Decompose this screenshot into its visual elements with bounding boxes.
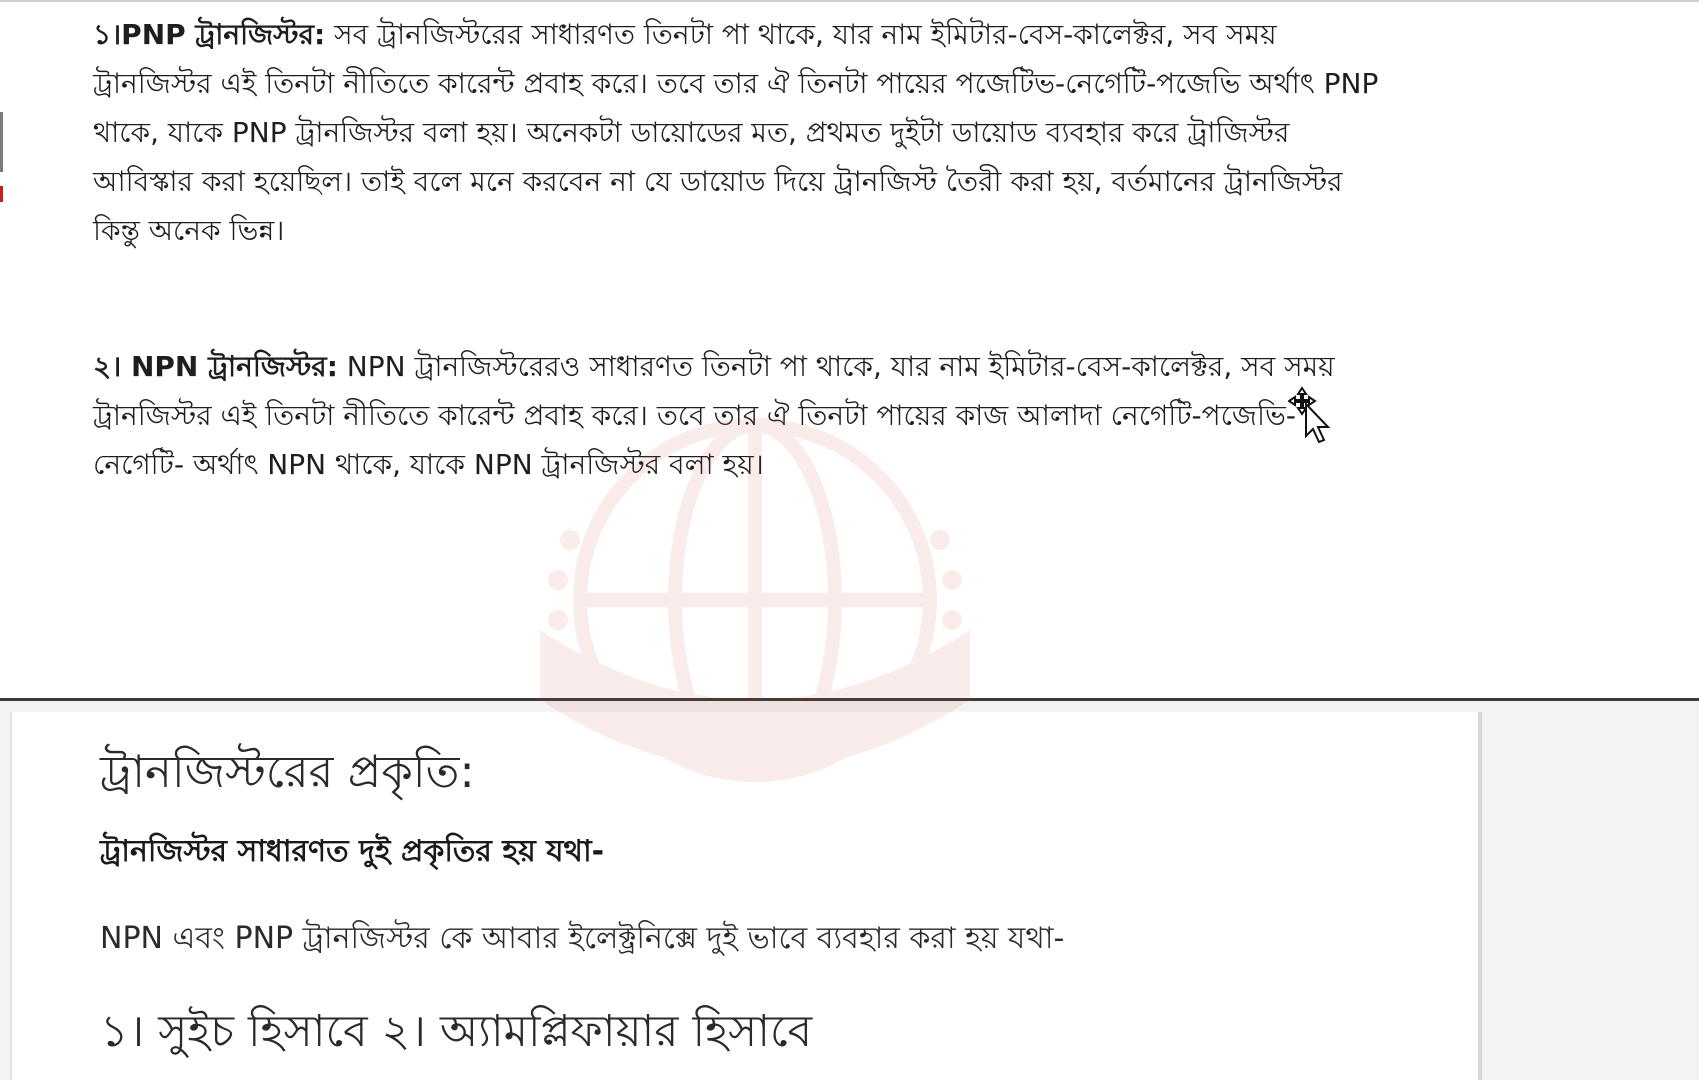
section-heading: ট্রানজিস্টরের প্রকৃতি: (100, 745, 475, 798)
usage-intro-line: NPN এবং PNP ট্রানজিস্টর কে আবার ইলেক্ট্রনিক্সে দুই ভাবে ব্যবহার করা হয় যথা- (100, 921, 1065, 956)
move-cursor-icon (1288, 386, 1332, 446)
pnp-label: ১।PNP ট্রানজিস্টর: (93, 18, 326, 51)
npn-text: NPN ট্রানজিস্টরেরও সাধারণত তিনটা পা থাকে, যার নাম ইমিটার-বেস-কালেক্টর, সব সময় ট্রানজিস্টর এই তিনটা নীতিতে কারেন্ট প্রবাহ করে। তবে তার ঐ তিনটা পায়ের কাজ আলাদা নেগেটি-পজেভি-নেগেটি- অর্থাৎ NPN থাকে, যাকে NPN ট্রানজিস্টর বলা হয়। (93, 350, 1335, 481)
npn-paragraph (93, 342, 1383, 489)
pnp-paragraph (93, 10, 1383, 255)
usage-list-line: ১। সুইচ হিসাবে ২। অ্যামপ্লিফায়ার হিসাবে (100, 1006, 813, 1057)
lower-document-pane (10, 712, 1482, 1080)
pnp-text: সব ট্রানজিস্টরের সাধারণত তিনটা পা থাকে, যার নাম ইমিটার-বেস-কালেক্টর, সব সময় ট্রানজিস্টর এই তিনটা নীতিতে কারেন্ট প্রবাহ করে। তবে তার ঐ তিনটা পায়ের পজেটিভ-নেগেটি-পজেভি অর্থাৎ PNP থাকে, যাকে PNP ট্রানজিস্টর বলা হয়। অনেকটা ডায়োডের মত, প্রথমত দুইটা ডায়োড ব্যবহার করে ট্রাজিস্টর আবিস্কার করা হয়েছিল। তাই বলে মনে করবেন না যে ডায়োড দিয়ে ট্রানজিস্ট তৈরী করা হয়, বর্তমানের ট্রানজিস্টর কিন্তু অনেক ভিন্ন। (93, 18, 1379, 247)
section-subheading: ট্রানজিস্টর সাধারণত দুই প্রকৃতির হয় যথা- (100, 834, 605, 869)
npn-label: ২। NPN ট্রানজিস্টর: (93, 350, 338, 383)
